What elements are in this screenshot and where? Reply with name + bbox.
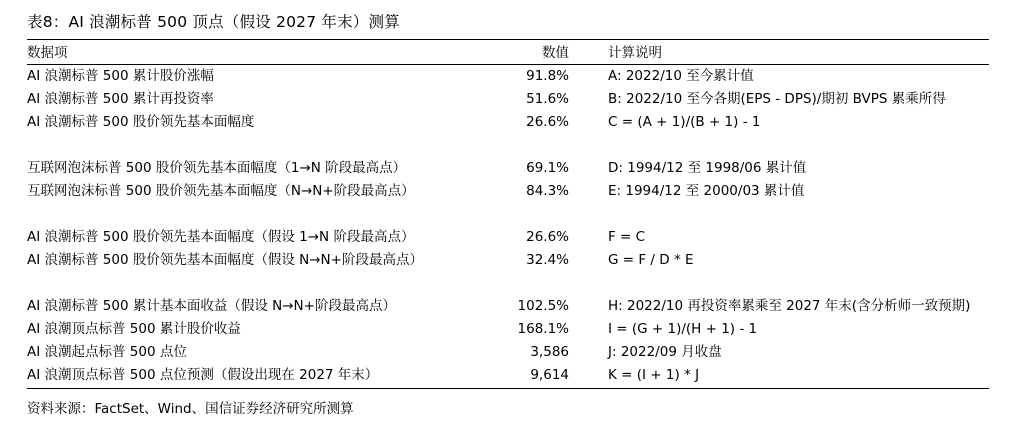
- bottom-rule: [27, 388, 989, 389]
- row-value: 26.6%: [526, 229, 569, 245]
- table-row: [27, 226, 989, 249]
- row-value: 91.8%: [526, 68, 569, 84]
- row-value: 168.1%: [517, 321, 569, 337]
- row-note: A: 2022/10 至今累计值: [608, 68, 754, 84]
- row-item: 互联网泡沫标普 500 股价领先基本面幅度（N→N+阶段最高点）: [27, 183, 415, 199]
- table-row: [27, 318, 989, 341]
- row-item: 互联网泡沫标普 500 股价领先基本面幅度（1→N 阶段最高点）: [27, 160, 407, 176]
- row-note: J: 2022/09 月收盘: [608, 344, 722, 360]
- column-header-item: 数据项: [27, 45, 68, 61]
- row-item: AI 浪潮标普 500 股价领先基本面幅度（假设 1→N 阶段最高点）: [27, 229, 415, 245]
- row-item: AI 浪潮起点标普 500 点位: [27, 344, 187, 360]
- row-item: AI 浪潮标普 500 股价领先基本面幅度（假设 N→N+阶段最高点）: [27, 252, 423, 268]
- table-row: [27, 157, 989, 180]
- row-value: 69.1%: [526, 160, 569, 176]
- row-value: 3,586: [530, 344, 569, 360]
- top-rule: [27, 39, 989, 40]
- row-note: H: 2022/10 再投资率累乘至 2027 年末(含分析师一致预期): [608, 298, 971, 314]
- row-item: AI 浪潮标普 500 累计再投资率: [27, 91, 214, 107]
- row-note: I = (G + 1)/(H + 1) - 1: [608, 321, 758, 337]
- row-value: 26.6%: [526, 114, 569, 130]
- row-note: D: 1994/12 至 1998/06 累计值: [608, 160, 807, 176]
- row-item: AI 浪潮顶点标普 500 累计股价收益: [27, 321, 241, 337]
- row-note: F = C: [608, 229, 646, 245]
- source-note: 资料来源：FactSet、Wind、国信证券经济研究所测算: [27, 401, 354, 417]
- row-value: 32.4%: [526, 252, 569, 268]
- row-note: C = (A + 1)/(B + 1) - 1: [608, 114, 761, 130]
- row-item: AI 浪潮顶点标普 500 点位预测（假设出现在 2027 年末）: [27, 367, 379, 383]
- table-row: [27, 295, 989, 318]
- row-note: G = F / D * E: [608, 252, 694, 268]
- row-value: 102.5%: [517, 298, 569, 314]
- table-row: [27, 249, 989, 272]
- row-item: AI 浪潮标普 500 累计股价涨幅: [27, 68, 214, 84]
- table-row: [27, 65, 989, 88]
- table-row: [27, 364, 989, 387]
- row-item: AI 浪潮标普 500 股价领先基本面幅度: [27, 114, 255, 130]
- row-value: 84.3%: [526, 183, 569, 199]
- row-note: K = (I + 1) * J: [608, 367, 700, 383]
- table-row: [27, 180, 989, 203]
- table-row: [27, 88, 989, 111]
- row-item: AI 浪潮标普 500 累计基本面收益（假设 N→N+阶段最高点）: [27, 298, 396, 314]
- table-title: 表8：AI 浪潮标普 500 顶点（假设 2027 年末）测算: [27, 13, 400, 31]
- row-value: 9,614: [530, 367, 569, 383]
- column-header-value: 数值: [542, 45, 569, 61]
- row-value: 51.6%: [526, 91, 569, 107]
- table-row: [27, 341, 989, 364]
- row-note: E: 1994/12 至 2000/03 累计值: [608, 183, 805, 199]
- table-row: [27, 111, 989, 134]
- row-note: B: 2022/10 至今各期(EPS - DPS)/期初 BVPS 累乘所得: [608, 91, 946, 107]
- column-header-note: 计算说明: [608, 45, 662, 61]
